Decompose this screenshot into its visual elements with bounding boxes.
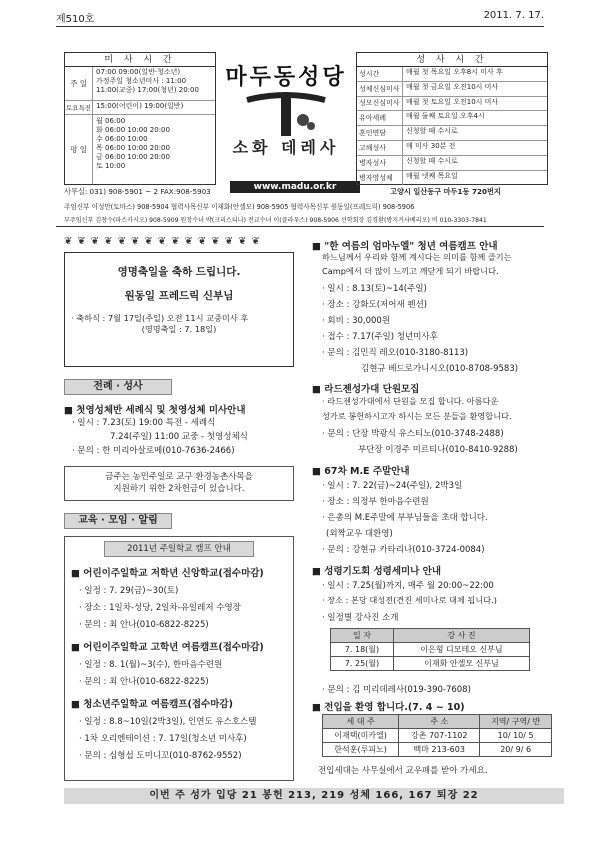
youth-camp-contact: · 문의 : 김민직 레오(010-3180-8113) — [322, 348, 469, 358]
contacts-divider — [56, 226, 544, 227]
sacrament-row — [357, 97, 547, 112]
table-cell: 20/ 9/ 6 — [480, 743, 552, 757]
sacrament-text: 매월 첫 토요일 오전10시 미사 — [406, 97, 499, 106]
spirit-seminar-line: · 일정별 강사진 소개 — [322, 613, 399, 623]
choir-recruit-contact: 부단장 이경주 미르티나(010-8410-9288) — [358, 445, 518, 455]
sacrament-row — [357, 171, 547, 186]
leaf-icon: ❦ — [224, 236, 234, 247]
leaf-icon: ❦ — [171, 236, 180, 247]
me-weekend-line: · 은총의 M.E주말에 부부님들을 초대 합니다. — [322, 513, 488, 523]
spirit-seminar-contact: · 문의 : 김 미리데레사(019-390-7608) — [322, 685, 471, 695]
new-members-heading: ■ 전입을 환영 합니다.(7. 4 ~ 10) — [312, 702, 465, 713]
sacrament-text: 매월 넷째 목요일 — [406, 171, 458, 180]
youth-camp-registration: · 접수 : 7.17(주일) 청년미사후 — [322, 332, 438, 342]
table-header: 강 사 진 — [393, 629, 529, 643]
me-weekend-heading: ■ 67차 M.E 주말안내 — [312, 466, 410, 477]
leaf-icon: ❦ — [157, 236, 167, 247]
feast-title: 영명축일을 축하 드립니다. — [117, 266, 241, 278]
sacrament-row — [357, 156, 547, 171]
mass-row-sunday — [65, 67, 215, 101]
sacrament-row — [357, 141, 547, 156]
mass-row-label: 평 일 — [65, 115, 93, 184]
table-cell: 강촌 707-1102 — [399, 729, 480, 743]
choir-recruit-line: · 라드젠성가대에서 단원을 모집 합니다. 아름다운 — [322, 396, 499, 406]
youth-camp-date: · 일시 : 8.13(토)~14(주일) — [322, 284, 427, 294]
new-members-note: 전입세대는 사무실에서 교우패를 받아 가세요. — [318, 766, 488, 776]
sacrament-text: 매월 둘째 토요일 오후4시 — [406, 112, 485, 121]
mass-row-label: 주 일 — [65, 67, 93, 100]
clergy-contacts: 주임신부 이성만(토마스) 908-5904 협력사목신부 이재화(안셀모) 908-5905 협력사목신부 원동일(프레드릭) 908-5906 — [64, 203, 415, 211]
page-header — [56, 10, 544, 24]
notice-line: 금주는 농민주일로 교구 환경농촌사목을 — [105, 472, 253, 482]
parish-url[interactable]: www.madu.or.kr — [230, 181, 360, 193]
junior-camp-line: · 장소 : 1일차-성당, 2일차-유일레저 수영장 — [79, 603, 241, 613]
youth-camp-line: · 문의 : 심형섭 도미니꼬(010-8762-9552) — [79, 751, 242, 761]
table-cell: 7. 25(월) — [331, 657, 394, 671]
leaf-icon: ❦ — [77, 236, 86, 247]
sacrament-text: 신청할 때 수시로 — [406, 127, 458, 136]
cross-icon — [241, 90, 331, 136]
table-cell: 이재화 안셀모 신부님 — [393, 657, 529, 671]
youth-camp-line: · 일정 : 8.8~10일(2박3일), 인연도 유스호스텔 — [79, 717, 257, 727]
parish-logo — [218, 60, 354, 158]
section-education-title: 교육 · 모임 · 알림 — [64, 513, 172, 529]
sacrament-label: 혼인면담 — [357, 126, 403, 140]
table-row — [331, 643, 530, 657]
leaf-decoration — [64, 236, 294, 250]
leaf-icon: ❦ — [117, 236, 126, 247]
table-cell: 이은형 디모테오 신부님 — [393, 643, 529, 657]
lecturer-table — [330, 628, 530, 671]
youth-camp-description: Camp에서 더 많이 느끼고 깨닫게 되기 바랍니다. — [322, 266, 499, 276]
choir-recruit-heading: ■ 라드젠성가대 단원모집 — [312, 384, 420, 395]
sacrament-row — [357, 111, 547, 126]
parish-name: 마두동성당 — [225, 65, 347, 90]
mass-line: 월 06:00 — [96, 117, 126, 125]
table-header-row — [331, 629, 530, 643]
mass-line: 수 06:00 10:00 — [96, 135, 148, 144]
mass-line: 11:00(교중) 17:00(청년) 20:00 — [96, 86, 199, 95]
me-weekend-line: (외짝교우 대환영) — [326, 529, 393, 539]
sacrament-times-title: 성 사 시 간 — [357, 53, 547, 67]
mass-line: 화 06:00 10:00 20:00 — [96, 126, 170, 135]
mass-line: 가정주일 청소년미사 : 11:00 — [96, 77, 187, 86]
issue-number: 제510호 — [56, 14, 95, 25]
staff-contacts: 부주임신부 김창수(파스카시오) 908-5909 원장수녀 박(크리스티나) 전교수녀 이(클라우스) 908-5906 선학회장 김경환(방지거사베리오) 비 010-3303-7841 — [64, 217, 487, 224]
youth-camp-heading: ■ 청소년주일학교 여름캠프(접수마감) — [71, 699, 233, 710]
table-header: 주 소 — [399, 715, 480, 729]
senior-camp-heading: ■ 어린이주일학교 고학년 여름캠프(접수마감) — [71, 642, 264, 653]
senior-camp-line: · 문의 : 최 안나(010-6822-8225) — [79, 677, 209, 687]
sacrament-times-box — [356, 52, 548, 185]
collection-notice — [64, 466, 294, 501]
choir-recruit-line: 성가로 봉헌하시고자 하시는 모든 분들을 환영합니다. — [322, 411, 512, 421]
leaf-icon: ❦ — [211, 236, 220, 247]
choir-recruit-contact: · 문의 : 단장 박광식 유스티노(010-3748-2488) — [322, 429, 504, 439]
table-header: 지역/ 구역/ 반 — [480, 715, 552, 729]
table-cell: 이재택(미카엘) — [323, 729, 399, 743]
table-header-row — [323, 715, 552, 729]
notice-line: 지원하기 위한 2차헌금이 있습니다. — [113, 484, 245, 495]
junior-camp-line: · 일정 : 7. 29(금)~30(토) — [79, 586, 179, 596]
youth-camp-contact: 김현규 베드로가니시오(010-8708-9583) — [361, 364, 519, 374]
youth-camp-fee: · 회비 : 30,000원 — [322, 316, 391, 326]
sacrament-label: 병자영성체 — [357, 171, 403, 186]
leaf-icon: ❦ — [184, 236, 193, 247]
sacrament-label: 성시간 — [357, 67, 403, 81]
hymn-numbers-bar: 이번 주 성가 입당 21 봉헌 213, 219 성체 166, 167 퇴장 22 — [64, 788, 564, 804]
junior-camp-line: · 문의 : 최 안나(010-6822-8225) — [79, 620, 209, 630]
leaf-icon: ❦ — [104, 236, 113, 247]
table-row — [323, 743, 552, 757]
issue-date: 2011. 7. 17. — [483, 10, 544, 21]
section-liturgy-title: 전례 · 성사 — [64, 379, 172, 395]
mass-row-weekday — [65, 115, 215, 184]
me-weekend-line: · 장소 : 의정부 한마음수련원 — [322, 497, 429, 507]
leaf-icon: ❦ — [238, 236, 247, 247]
sacrament-label: 성체신심미사 — [357, 82, 403, 96]
spirit-seminar-heading: ■ 성령기도회 성령세미나 안내 — [312, 566, 442, 577]
camp-box-title: 2011년 주일학교 캠프 안내 — [104, 541, 254, 557]
first-communion-line: 7.24(주일) 11:00 교중 - 첫영성체식 — [110, 432, 248, 442]
leaf-icon: ❦ — [197, 236, 207, 247]
sacrament-row — [357, 67, 547, 82]
junior-camp-heading: ■ 어린이주일학교 저학년 신앙학교(접수마감) — [71, 568, 264, 579]
first-communion-line: · 일시 : 7.23(토) 19:00 특전 - 세례식 — [72, 418, 216, 428]
sacrament-label: 고해성사 — [357, 141, 403, 155]
mass-times-title: 미 사 시 간 — [65, 53, 215, 67]
table-cell: 백마 213-603 — [399, 743, 480, 757]
feast-priest-name: 원동일 프레드릭 신부님 — [124, 290, 234, 303]
office-phone: 사무실: 031) 908-5901 ~ 2 FAX:908-5903 — [64, 187, 211, 196]
feast-date: (영명축일 : 7. 18일) — [141, 324, 217, 335]
leaf-icon: ❦ — [130, 236, 140, 247]
me-weekend-contact: · 문의 : 강현규 카타리나(010-3724-0084) — [322, 545, 485, 555]
first-communion-heading: ■ 첫영성체반 세례식 및 첫영성체 미사안내 — [64, 405, 246, 416]
sacrament-label: 유아세례 — [357, 111, 403, 125]
mass-line: 07:00 09:00(일반·청소년) — [96, 68, 181, 76]
parish-address: 고양시 일산동구 마두1동 720번지 — [390, 187, 501, 196]
spirit-seminar-line: · 장소 : 본당 대성전(견진 세미나로 대체 됩니다.) — [322, 595, 497, 605]
sacrament-label: 성모신심미사 — [357, 97, 403, 111]
sacrament-text: 매 미사 30분 전 — [406, 141, 456, 150]
leaf-icon: ❦ — [251, 236, 260, 247]
leaf-icon: ❦ — [64, 236, 73, 247]
summer-camp-box — [64, 536, 294, 781]
parish-patron: 소화 데레사 — [232, 138, 340, 157]
sacrament-text: 매월 첫 목요일 오후8시 미사 후 — [406, 68, 503, 76]
mass-line: 토 10:00 — [96, 162, 126, 171]
mass-times-box — [64, 52, 216, 185]
senior-camp-line: · 일정 : 8. 1(월)~3(수), 한마음수련원 — [79, 660, 223, 670]
feast-day-box — [64, 252, 294, 367]
youth-camp-place: · 장소 : 강화도(저어새 펜션) — [322, 300, 428, 310]
table-cell: 한석훈(루피노) — [323, 743, 399, 757]
header-divider — [56, 26, 544, 27]
youth-summer-camp-heading: ■ "한 여름의 엄마누엘" 청년 여름캠프 안내 — [312, 241, 498, 252]
youth-camp-description: 하느님께서 우리와 함께 계시다는 의미를 함께 즐기는 — [322, 252, 512, 262]
mass-row-saturday — [65, 101, 215, 115]
mass-row-label: 토요특전 — [65, 101, 93, 114]
sacrament-text: 매월 첫 금요일 오전10시 미사 — [406, 82, 499, 91]
new-members-table — [322, 714, 552, 757]
table-row — [323, 729, 552, 743]
leaf-icon: ❦ — [90, 236, 100, 247]
table-cell: 7. 18(월) — [331, 643, 394, 657]
mass-line: 금 06:00 10:00 20:00 — [96, 153, 170, 162]
feast-ceremony-time: · 축하식 : 7월 17일(주일) 오전 11시 교중미사 후 — [71, 313, 249, 324]
sacrament-row — [357, 82, 547, 97]
first-communion-contact: · 문의 : 한 미리아살로메(010-7636-2466) — [72, 446, 235, 456]
sacrament-text: 신청할 때 수시로 — [406, 156, 458, 165]
table-row — [331, 657, 530, 671]
table-header: 세 대 주 — [323, 715, 399, 729]
sacrament-row — [357, 126, 547, 141]
table-cell: 10/ 10/ 5 — [480, 729, 552, 743]
table-header: 일 자 — [331, 629, 394, 643]
sacrament-label: 병자성사 — [357, 156, 403, 170]
me-weekend-line: · 일시 : 7. 22(금)~24(주일), 2박3일 — [322, 481, 463, 491]
spirit-seminar-line: · 일시 : 7.25(월)까지, 매주 월 20:00~22:00 — [322, 581, 494, 591]
leaf-icon: ❦ — [144, 236, 153, 247]
mass-line: 15:00(어린이) 19:00(일반) — [96, 102, 184, 110]
mass-line: 목 06:00 10:00 20:00 — [96, 144, 170, 153]
youth-camp-line: · 1차 오리엔테이션 : 7. 17일(청소년 미사후) — [79, 734, 247, 744]
